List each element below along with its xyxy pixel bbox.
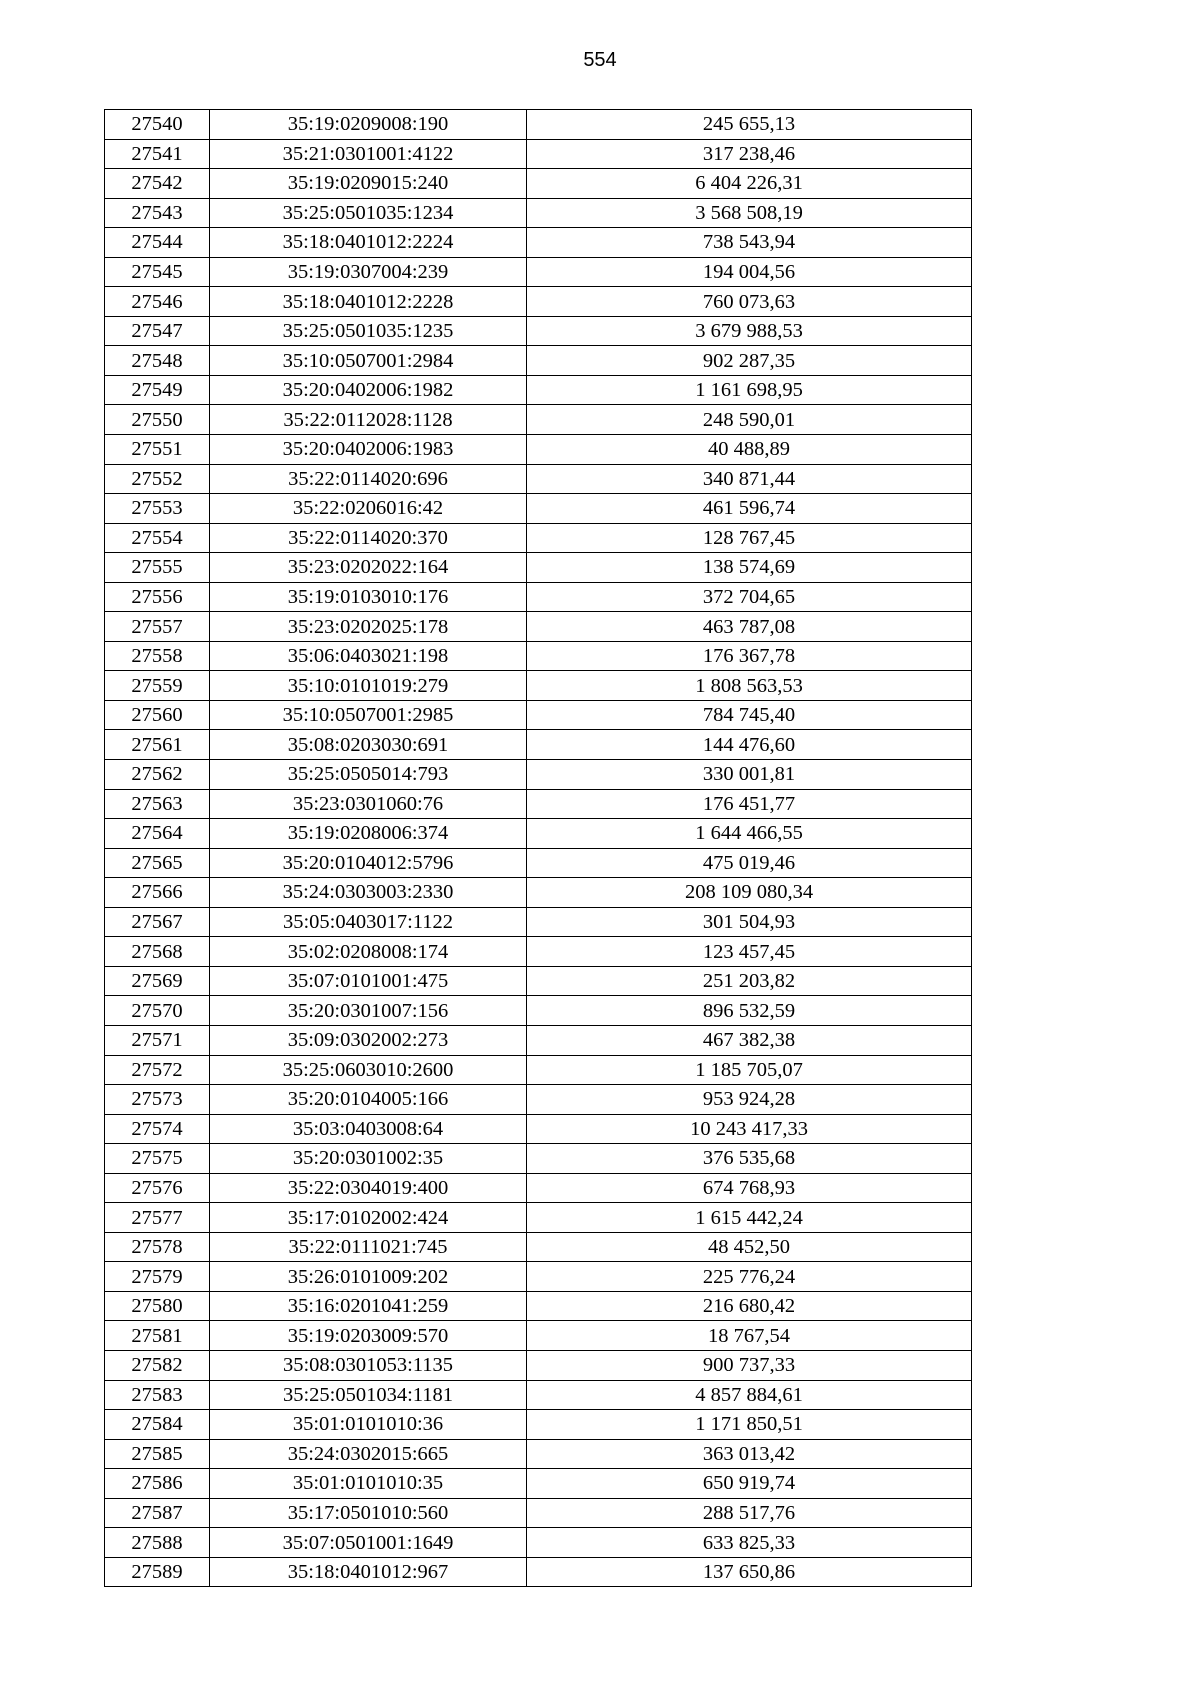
cadastral-number-cell: 35:25:0603010:2600: [210, 1055, 527, 1085]
value-cell: 1 161 698,95: [527, 375, 972, 405]
value-cell: 48 452,50: [527, 1232, 972, 1262]
row-number-cell: 27565: [105, 848, 210, 878]
table-row: [105, 1380, 972, 1410]
value-cell: 225 776,24: [527, 1262, 972, 1292]
cadastral-number-cell: 35:17:0501010:560: [210, 1498, 527, 1528]
cadastral-number-cell: 35:05:0403017:1122: [210, 907, 527, 937]
registry-table-body: [105, 110, 972, 1587]
row-number-cell: 27582: [105, 1350, 210, 1380]
cadastral-number-cell: 35:20:0402006:1982: [210, 375, 527, 405]
cadastral-number-cell: 35:08:0301053:1135: [210, 1350, 527, 1380]
table-row: [105, 1498, 972, 1528]
table-row: [105, 760, 972, 790]
row-number-cell: 27540: [105, 110, 210, 140]
table-row: [105, 139, 972, 169]
value-cell: 216 680,42: [527, 1291, 972, 1321]
value-cell: 650 919,74: [527, 1469, 972, 1499]
value-cell: 128 767,45: [527, 523, 972, 553]
table-row: [105, 523, 972, 553]
cadastral-number-cell: 35:22:0111021:745: [210, 1232, 527, 1262]
cadastral-number-cell: 35:20:0104005:166: [210, 1085, 527, 1115]
cadastral-number-cell: 35:19:0209008:190: [210, 110, 527, 140]
value-cell: 3 679 988,53: [527, 316, 972, 346]
cadastral-number-cell: 35:19:0208006:374: [210, 819, 527, 849]
row-number-cell: 27549: [105, 375, 210, 405]
value-cell: 372 704,65: [527, 582, 972, 612]
value-cell: 738 543,94: [527, 228, 972, 258]
table-row: [105, 848, 972, 878]
cadastral-number-cell: 35:20:0301002:35: [210, 1144, 527, 1174]
value-cell: 6 404 226,31: [527, 169, 972, 199]
value-cell: 301 504,93: [527, 907, 972, 937]
row-number-cell: 27552: [105, 464, 210, 494]
table-row: [105, 907, 972, 937]
value-cell: 288 517,76: [527, 1498, 972, 1528]
cadastral-number-cell: 35:09:0302002:273: [210, 1025, 527, 1055]
value-cell: 475 019,46: [527, 848, 972, 878]
table-row: [105, 435, 972, 465]
table-row: [105, 996, 972, 1026]
row-number-cell: 27571: [105, 1025, 210, 1055]
table-row: [105, 700, 972, 730]
table-row: [105, 966, 972, 996]
row-number-cell: 27563: [105, 789, 210, 819]
cadastral-number-cell: 35:21:0301001:4122: [210, 139, 527, 169]
table-row: [105, 110, 972, 140]
table-row: [105, 878, 972, 908]
table-row: [105, 494, 972, 524]
cadastral-number-cell: 35:22:0206016:42: [210, 494, 527, 524]
table-row: [105, 641, 972, 671]
value-cell: 123 457,45: [527, 937, 972, 967]
row-number-cell: 27566: [105, 878, 210, 908]
row-number-cell: 27583: [105, 1380, 210, 1410]
cadastral-number-cell: 35:25:0505014:793: [210, 760, 527, 790]
value-cell: 953 924,28: [527, 1085, 972, 1115]
value-cell: 330 001,81: [527, 760, 972, 790]
cadastral-number-cell: 35:23:0301060:76: [210, 789, 527, 819]
value-cell: 10 243 417,33: [527, 1114, 972, 1144]
value-cell: 1 185 705,07: [527, 1055, 972, 1085]
cadastral-number-cell: 35:18:0401012:2228: [210, 287, 527, 317]
value-cell: 245 655,13: [527, 110, 972, 140]
cadastral-number-cell: 35:20:0104012:5796: [210, 848, 527, 878]
cadastral-number-cell: 35:01:0101010:36: [210, 1410, 527, 1440]
table-row: [105, 1232, 972, 1262]
table-row: [105, 1410, 972, 1440]
row-number-cell: 27543: [105, 198, 210, 228]
table-row: [105, 1085, 972, 1115]
row-number-cell: 27581: [105, 1321, 210, 1351]
cadastral-number-cell: 35:25:0501034:1181: [210, 1380, 527, 1410]
table-row: [105, 257, 972, 287]
row-number-cell: 27568: [105, 937, 210, 967]
cadastral-number-cell: 35:22:0114020:696: [210, 464, 527, 494]
cadastral-number-cell: 35:10:0507001:2984: [210, 346, 527, 376]
row-number-cell: 27576: [105, 1173, 210, 1203]
table-row: [105, 1262, 972, 1292]
cadastral-number-cell: 35:24:0302015:665: [210, 1439, 527, 1469]
value-cell: 40 488,89: [527, 435, 972, 465]
row-number-cell: 27555: [105, 553, 210, 583]
table-row: [105, 1025, 972, 1055]
row-number-cell: 27589: [105, 1557, 210, 1587]
table-row: [105, 1557, 972, 1587]
row-number-cell: 27558: [105, 641, 210, 671]
value-cell: 18 767,54: [527, 1321, 972, 1351]
value-cell: 1 171 850,51: [527, 1410, 972, 1440]
page-number: 554: [583, 49, 617, 71]
value-cell: 194 004,56: [527, 257, 972, 287]
row-number-cell: 27547: [105, 316, 210, 346]
row-number-cell: 27574: [105, 1114, 210, 1144]
value-cell: 340 871,44: [527, 464, 972, 494]
table-row: [105, 1055, 972, 1085]
row-number-cell: 27541: [105, 139, 210, 169]
row-number-cell: 27575: [105, 1144, 210, 1174]
table-row: [105, 789, 972, 819]
row-number-cell: 27553: [105, 494, 210, 524]
row-number-cell: 27579: [105, 1262, 210, 1292]
table-row: [105, 819, 972, 849]
row-number-cell: 27584: [105, 1410, 210, 1440]
value-cell: 208 109 080,34: [527, 878, 972, 908]
row-number-cell: 27545: [105, 257, 210, 287]
cadastral-number-cell: 35:19:0203009:570: [210, 1321, 527, 1351]
value-cell: 4 857 884,61: [527, 1380, 972, 1410]
table-row: [105, 612, 972, 642]
cadastral-number-cell: 35:08:0203030:691: [210, 730, 527, 760]
table-row: [105, 375, 972, 405]
row-number-cell: 27560: [105, 700, 210, 730]
cadastral-number-cell: 35:07:0501001:1649: [210, 1528, 527, 1558]
cadastral-number-cell: 35:22:0112028:1128: [210, 405, 527, 435]
value-cell: 896 532,59: [527, 996, 972, 1026]
row-number-cell: 27586: [105, 1469, 210, 1499]
value-cell: 674 768,93: [527, 1173, 972, 1203]
row-number-cell: 27557: [105, 612, 210, 642]
row-number-cell: 27559: [105, 671, 210, 701]
row-number-cell: 27578: [105, 1232, 210, 1262]
value-cell: 463 787,08: [527, 612, 972, 642]
value-cell: 1 615 442,24: [527, 1203, 972, 1233]
cadastral-number-cell: 35:16:0201041:259: [210, 1291, 527, 1321]
table-row: [105, 1173, 972, 1203]
table-row: [105, 316, 972, 346]
cadastral-number-cell: 35:10:0101019:279: [210, 671, 527, 701]
row-number-cell: 27569: [105, 966, 210, 996]
cadastral-number-cell: 35:22:0114020:370: [210, 523, 527, 553]
row-number-cell: 27550: [105, 405, 210, 435]
table-row: [105, 1321, 972, 1351]
table-row: [105, 937, 972, 967]
value-cell: 144 476,60: [527, 730, 972, 760]
value-cell: 784 745,40: [527, 700, 972, 730]
cadastral-number-cell: 35:19:0103010:176: [210, 582, 527, 612]
row-number-cell: 27572: [105, 1055, 210, 1085]
table-row: [105, 671, 972, 701]
cadastral-number-cell: 35:06:0403021:198: [210, 641, 527, 671]
value-cell: 467 382,38: [527, 1025, 972, 1055]
value-cell: 1 808 563,53: [527, 671, 972, 701]
row-number-cell: 27567: [105, 907, 210, 937]
value-cell: 760 073,63: [527, 287, 972, 317]
value-cell: 251 203,82: [527, 966, 972, 996]
table-row: [105, 405, 972, 435]
cadastral-number-cell: 35:23:0202025:178: [210, 612, 527, 642]
row-number-cell: 27546: [105, 287, 210, 317]
table-row: [105, 1469, 972, 1499]
cadastral-number-cell: 35:23:0202022:164: [210, 553, 527, 583]
row-number-cell: 27573: [105, 1085, 210, 1115]
table-row: [105, 1114, 972, 1144]
cadastral-number-cell: 35:19:0209015:240: [210, 169, 527, 199]
table-row: [105, 169, 972, 199]
row-number-cell: 27580: [105, 1291, 210, 1321]
value-cell: 376 535,68: [527, 1144, 972, 1174]
cadastral-number-cell: 35:17:0102002:424: [210, 1203, 527, 1233]
table-row: [105, 228, 972, 258]
table-row: [105, 287, 972, 317]
cadastral-number-cell: 35:18:0401012:2224: [210, 228, 527, 258]
row-number-cell: 27542: [105, 169, 210, 199]
value-cell: 633 825,33: [527, 1528, 972, 1558]
cadastral-number-cell: 35:20:0301007:156: [210, 996, 527, 1026]
cadastral-number-cell: 35:25:0501035:1234: [210, 198, 527, 228]
table-row: [105, 346, 972, 376]
cadastral-number-cell: 35:01:0101010:35: [210, 1469, 527, 1499]
table-row: [105, 1144, 972, 1174]
value-cell: 137 650,86: [527, 1557, 972, 1587]
table-row: [105, 582, 972, 612]
value-cell: 900 737,33: [527, 1350, 972, 1380]
cadastral-number-cell: 35:20:0402006:1983: [210, 435, 527, 465]
cadastral-number-cell: 35:10:0507001:2985: [210, 700, 527, 730]
row-number-cell: 27554: [105, 523, 210, 553]
cadastral-number-cell: 35:24:0303003:2330: [210, 878, 527, 908]
table-row: [105, 1439, 972, 1469]
value-cell: 138 574,69: [527, 553, 972, 583]
value-cell: 317 238,46: [527, 139, 972, 169]
row-number-cell: 27556: [105, 582, 210, 612]
table-row: [105, 1350, 972, 1380]
row-number-cell: 27551: [105, 435, 210, 465]
value-cell: 176 451,77: [527, 789, 972, 819]
row-number-cell: 27548: [105, 346, 210, 376]
table-row: [105, 1528, 972, 1558]
table-row: [105, 1291, 972, 1321]
cadastral-number-cell: 35:22:0304019:400: [210, 1173, 527, 1203]
cadastral-number-cell: 35:25:0501035:1235: [210, 316, 527, 346]
cadastral-number-cell: 35:02:0208008:174: [210, 937, 527, 967]
row-number-cell: 27562: [105, 760, 210, 790]
value-cell: 902 287,35: [527, 346, 972, 376]
row-number-cell: 27585: [105, 1439, 210, 1469]
value-cell: 1 644 466,55: [527, 819, 972, 849]
registry-table: [104, 109, 972, 1587]
table-row: [105, 553, 972, 583]
row-number-cell: 27588: [105, 1528, 210, 1558]
table-row: [105, 198, 972, 228]
cadastral-number-cell: 35:18:0401012:967: [210, 1557, 527, 1587]
cadastral-number-cell: 35:03:0403008:64: [210, 1114, 527, 1144]
value-cell: 461 596,74: [527, 494, 972, 524]
row-number-cell: 27544: [105, 228, 210, 258]
row-number-cell: 27570: [105, 996, 210, 1026]
row-number-cell: 27587: [105, 1498, 210, 1528]
cadastral-number-cell: 35:07:0101001:475: [210, 966, 527, 996]
row-number-cell: 27564: [105, 819, 210, 849]
table-row: [105, 730, 972, 760]
value-cell: 3 568 508,19: [527, 198, 972, 228]
table-row: [105, 464, 972, 494]
row-number-cell: 27577: [105, 1203, 210, 1233]
value-cell: 248 590,01: [527, 405, 972, 435]
cadastral-number-cell: 35:19:0307004:239: [210, 257, 527, 287]
table-row: [105, 1203, 972, 1233]
cadastral-number-cell: 35:26:0101009:202: [210, 1262, 527, 1292]
row-number-cell: 27561: [105, 730, 210, 760]
value-cell: 176 367,78: [527, 641, 972, 671]
value-cell: 363 013,42: [527, 1439, 972, 1469]
